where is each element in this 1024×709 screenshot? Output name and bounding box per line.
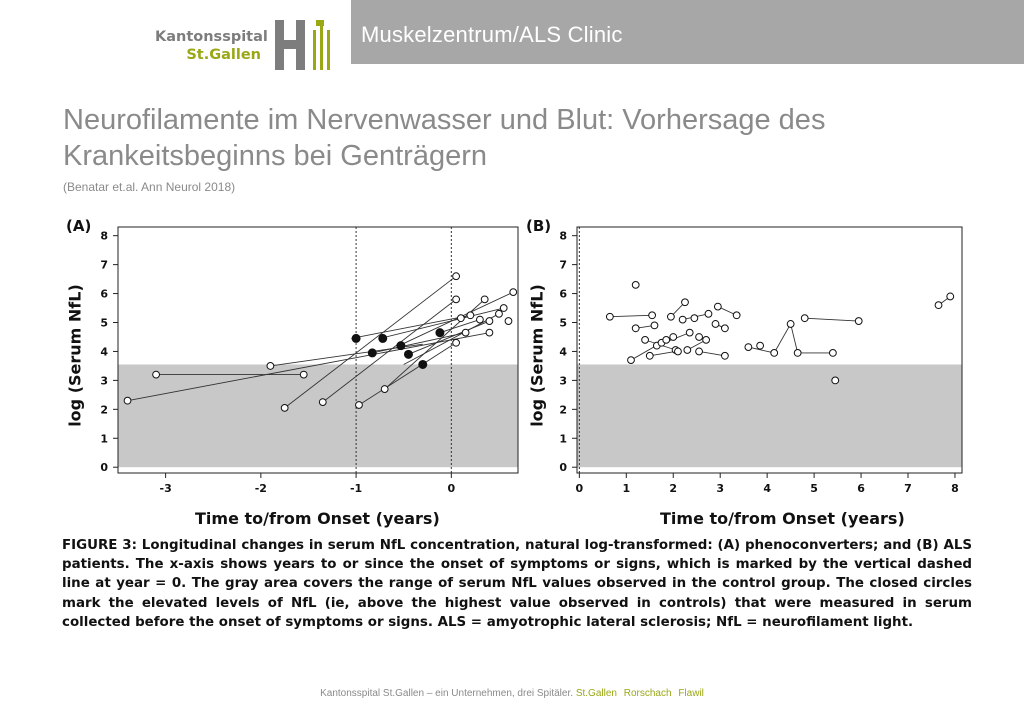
footer-site-3: Flawil [678,688,704,699]
panel-b-open-point [628,357,635,364]
panel-a-filled-point [404,350,412,358]
footer [0,688,1024,699]
panel-b-open-point [691,315,698,322]
panel-a-filled-point [368,349,376,357]
panel-a-filled-point [397,342,405,350]
panel-a-open-point [462,329,469,336]
panel-b-open-point [632,325,639,332]
panel-b-y-tick-label: 2 [559,403,567,417]
panel-b-trajectory-line [791,324,798,353]
panel-b-open-point [787,321,794,328]
panel-a-open-point [453,339,460,346]
panel-a-x-tick-label: 0 [447,482,456,495]
panel-b-x-tick-label: 0 [575,482,584,495]
logo-line-1: Kantonsspital [155,29,268,45]
panel-a-y-tick-label: 2 [100,403,108,417]
clinic-name: Muskelzentrum/ALS Clinic [361,22,623,47]
panel-b-open-point [733,312,740,319]
panel-b-open-point [606,313,613,320]
panel-a-open-point [453,296,460,303]
panel-a-chart [80,213,520,503]
panel-a-control-range-band [118,364,518,467]
panel-a-filled-point [379,334,387,342]
panel-b-open-point [705,310,712,317]
panel-b-open-point [801,315,808,322]
panel-a-open-point [281,404,288,411]
panel-b-open-point [832,377,839,384]
panel-b-x-tick-label: 7 [904,482,912,495]
panel-b-open-point [670,334,677,341]
panel-a-filled-point [436,329,444,337]
figure [60,213,975,533]
panel-b-trajectory-line [699,351,725,355]
panel-b-control-range-band [577,364,962,467]
panel-b-trajectory-line [805,318,859,321]
panel-b-x-tick-label: 4 [763,482,771,495]
panel-b-open-point [721,352,728,359]
panel-b-open-point [632,281,639,288]
panel-a-y-tick-label: 5 [100,316,108,330]
panel-b-y-axis-label: log (Serum NfL) [527,284,547,427]
panel-a-open-point [124,397,131,404]
panel-b-x-tick-label: 8 [951,482,959,495]
hospital-logo [155,18,355,74]
hospital-emblem-icon [275,18,347,74]
panel-a-filled-point [419,360,427,368]
panel-a-x-tick-label: -2 [254,482,267,495]
panel-b-y-tick-label: 7 [559,258,567,272]
panel-a-open-point [510,289,517,296]
panel-a-open-point [356,402,363,409]
panel-b-y-tick-label: 0 [559,461,567,475]
panel-a-open-point [486,318,493,325]
panel-a-open-point [500,305,507,312]
panel-b-open-point [703,336,710,343]
footer-site-1: St.Gallen [575,688,617,699]
panel-b-open-point [721,325,728,332]
panel-a-open-point [319,399,326,406]
panel-a-x-tick-label: -1 [349,482,363,495]
panel-b-open-point [947,293,954,300]
panel-b-trajectory-line [610,315,652,316]
panel-a-y-tick-label: 7 [100,258,108,272]
panel-b-open-point [651,322,658,329]
panel-a-y-tick-label: 8 [100,229,108,243]
panel-b-open-point [829,349,836,356]
panel-b-open-point [663,336,670,343]
panel-b-y-tick-label: 6 [559,287,567,301]
panel-a-open-point [477,316,484,323]
panel-b-open-point [757,342,764,349]
panel-b-open-point [675,348,682,355]
panel-a-y-tick-label: 1 [100,432,108,446]
panel-b-label: (B) [526,217,552,235]
panel-a-open-point [453,273,460,280]
panel-b-open-point [855,318,862,325]
panel-b-y-tick-label: 1 [559,432,567,446]
panel-a-trajectory-line [351,315,470,338]
panel-b-x-tick-label: 5 [810,482,818,495]
panel-a-trajectory-line [408,321,489,354]
panel-b-x-tick-label: 2 [669,482,678,495]
footer-site-2: Rorschach [623,688,672,699]
panel-a-open-point [381,386,388,393]
footer-text: Kantonsspital St.Gallen – ein Unternehmen, drei Spitäler. [320,688,574,699]
panel-a-open-point [496,310,503,317]
panel-b-open-point [794,349,801,356]
panel-b-open-point [679,316,686,323]
panel-a-open-point [153,371,160,378]
panel-b-y-tick-label: 4 [559,345,567,359]
panel-b-open-point [712,321,719,328]
panel-b-open-point [935,302,942,309]
panel-a-x-axis-label: Time to/from Onset (years) [195,509,440,528]
panel-a-x-tick-label: -3 [159,482,172,495]
panel-b-open-point [771,349,778,356]
panel-b-open-point [686,329,693,336]
panel-b-trajectory-line [650,351,676,355]
panel-a-y-tick-label: 0 [100,461,108,475]
panel-a-y-tick-label: 6 [100,287,108,301]
panel-a-y-axis-label: log (Serum NfL) [65,284,85,427]
panel-b-open-point [696,334,703,341]
panel-b-x-axis-label: Time to/from Onset (years) [660,509,905,528]
panel-b-open-point [714,303,721,310]
panel-b-open-point [646,352,653,359]
panel-b-y-tick-label: 5 [559,316,567,330]
panel-b-open-point [668,313,675,320]
logo-wordmark [155,28,268,64]
panel-a-open-point [486,329,493,336]
panel-b-open-point [642,336,649,343]
panel-a-open-point [300,371,307,378]
panel-b-x-tick-label: 1 [622,482,631,495]
panel-b-open-point [682,299,689,306]
panel-b-open-point [745,344,752,351]
logo-line-2: St.Gallen [186,47,261,63]
panel-a-open-point [481,296,488,303]
panel-b-open-point [696,348,703,355]
citation: (Benatar et.al. Ann Neurol 2018) [63,180,236,194]
panel-a-open-point [267,363,274,370]
panel-b-y-tick-label: 8 [559,229,567,243]
panel-a-filled-point [352,334,360,342]
panel-b-x-tick-label: 6 [857,482,865,495]
panel-b-trajectory-line [774,324,790,353]
header-bar [351,0,1024,64]
panel-a-y-tick-label: 3 [100,374,108,388]
panel-b-open-point [684,347,691,354]
panel-b-open-point [649,312,656,319]
panel-b-chart [545,213,965,503]
panel-a-open-point [505,318,512,325]
slide-title: Neurofilamente im Nervenwasser und Blut: Vorhersage des Krankeitsbeginns bei Genträgern [63,104,826,172]
panel-a-open-point [457,315,464,322]
panel-a-open-point [467,312,474,319]
panel-a-y-tick-label: 4 [100,345,108,359]
panel-a-label: (A) [66,217,92,235]
figure-caption: FIGURE 3: Longitudinal changes in serum NfL concentration, natural log-transformed: (A) phenoconverters; and (B) ALS patients. The x-axis shows years to or since the onset of symptoms or signs, which is marked by the vertical dashed line at year = 0. The gray area covers the range of serum NfL values observed in the control group. The closed circles mark the elevated levels of NfL (ie, above the highest value observed in controls) that were measured in serum collected before the onset of symptoms or signs. ALS = amyotrophic lateral sclerosis; NfL = neurofilament light. [62,538,972,630]
panel-b-x-tick-label: 3 [716,482,725,495]
panel-b-y-tick-label: 3 [559,374,567,388]
